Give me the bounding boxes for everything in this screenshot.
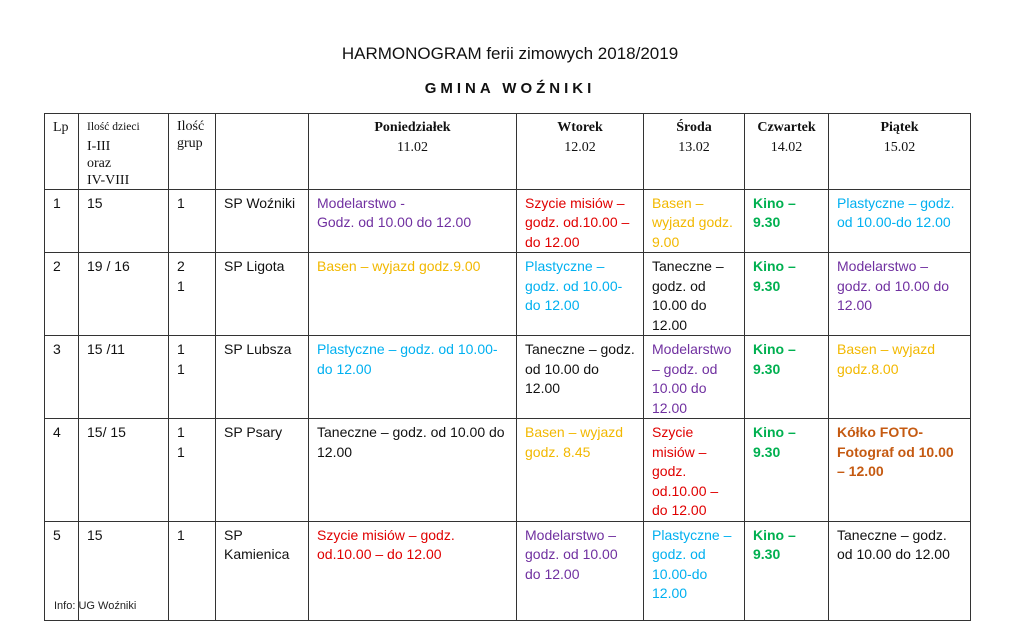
- table-header-row: [45, 114, 971, 190]
- header-day: [517, 114, 644, 190]
- row-school: SP Psary: [216, 419, 309, 522]
- header-day: [745, 114, 829, 190]
- header-children-line: I-III: [87, 138, 111, 154]
- activity-cell: Kino – 9.30: [745, 419, 829, 522]
- table-row: [45, 336, 971, 419]
- header-groups-count: [169, 114, 216, 190]
- row-lp: 3: [45, 336, 79, 419]
- schedule-table: [44, 113, 971, 621]
- document-subtitle: GMINA WOŹNIKI: [424, 80, 596, 97]
- day-date: 15.02: [883, 139, 916, 155]
- group-count-value: 2: [177, 258, 185, 274]
- day-date: 14.02: [770, 139, 803, 155]
- group-count-value: 1: [177, 443, 185, 460]
- header-groups-line: Ilość: [177, 119, 205, 134]
- activity-cell: Plastyczne – godz. od 10.00-do 12.00: [517, 253, 644, 336]
- activity-cell: Taneczne – godz. od 10.00 do 12.00: [829, 521, 971, 620]
- header-children-line: IV-VIII: [87, 172, 130, 188]
- header-groups-line: grup: [177, 136, 203, 151]
- header-children-count: [79, 114, 169, 190]
- footer-info: Info: UG Woźniki: [54, 600, 137, 612]
- day-name: Wtorek: [557, 120, 603, 135]
- day-name: Poniedziałek: [374, 120, 451, 135]
- activity-cell: Basen – wyjazd godz. 8.45: [517, 419, 644, 522]
- group-count-value: 1: [177, 526, 185, 543]
- row-lp: 2: [45, 253, 79, 336]
- row-school: SP Lubsza: [216, 336, 309, 419]
- header-day: [829, 114, 971, 190]
- row-school: SP Ligota: [216, 253, 309, 336]
- activity-cell: [309, 189, 517, 253]
- group-count-value: 1: [177, 277, 185, 294]
- group-count-value: 1: [177, 424, 185, 440]
- day-name: Czwartek: [757, 120, 816, 135]
- activity-cell: Basen – wyjazd godz.8.00: [829, 336, 971, 419]
- activity-cell: Szycie misiów – godz. od.10.00 – do 12.00: [644, 419, 745, 522]
- day-name: Piątek: [880, 120, 919, 135]
- row-groups-count: [169, 521, 216, 620]
- activity-cell: Taneczne – godz. od 10.00 do 12.00: [309, 419, 517, 522]
- activity-cell: Kino – 9.30: [745, 189, 829, 253]
- activity-cell: Plastyczne – godz. od 10.00-do 12.00: [309, 336, 517, 419]
- activity-cell: Plastyczne – godz. od 10.00-do 12.00: [829, 189, 971, 253]
- row-children-count: 19 / 16: [79, 253, 169, 336]
- row-children-count: 15: [79, 521, 169, 620]
- activity-cell: Kino – 9.30: [745, 336, 829, 419]
- activity-cell: Kino – 9.30: [745, 521, 829, 620]
- activity-cell: Kółko FOTO-Fotograf od 10.00 – 12.00: [829, 419, 971, 522]
- table-row: [45, 419, 971, 522]
- activity-line: Modelarstwo -: [317, 194, 405, 211]
- row-children-count: 15 /11: [79, 336, 169, 419]
- header-day: [644, 114, 745, 190]
- activity-cell: Modelarstwo – godz. od 10.00 do 12.00: [644, 336, 745, 419]
- row-lp: 1: [45, 189, 79, 253]
- row-school: SP Woźniki: [216, 189, 309, 253]
- day-date: 13.02: [678, 139, 710, 155]
- group-count-value: 1: [177, 360, 185, 377]
- activity-cell: Szycie misiów – godz. od.10.00 – do 12.00: [517, 189, 644, 253]
- document-title: HARMONOGRAM ferii zimowych 2018/2019: [341, 44, 679, 63]
- row-lp: 4: [45, 419, 79, 522]
- header-day: [309, 114, 517, 190]
- table-body: [45, 189, 971, 620]
- activity-cell: Modelarstwo – godz. od 10.00 do 12.00: [517, 521, 644, 620]
- header-school: [216, 114, 309, 190]
- activity-cell: Modelarstwo – godz. od 10.00 do 12.00: [829, 253, 971, 336]
- row-children-count: 15: [79, 189, 169, 253]
- day-date: 12.02: [564, 139, 596, 155]
- header-children-line: oraz: [87, 155, 112, 171]
- table-row: [45, 521, 971, 620]
- activity-line: Godz. od 10.00 do 12.00: [317, 214, 472, 230]
- group-count-value: 1: [177, 341, 185, 357]
- row-groups-count: [169, 253, 216, 336]
- activity-cell: Plastyczne – godz. od 10.00-do 12.00: [644, 521, 745, 620]
- row-groups-count: [169, 336, 216, 419]
- row-groups-count: [169, 189, 216, 253]
- activity-cell: Kino – 9.30: [745, 253, 829, 336]
- group-count-value: 1: [177, 194, 185, 211]
- activity-cell: Szycie misiów – godz. od.10.00 – do 12.00: [309, 521, 517, 620]
- activity-cell: Taneczne – godz. od 10.00 do 12.00: [644, 253, 745, 336]
- activity-cell: Basen – wyjazd godz. 9.00: [644, 189, 745, 253]
- header-children-line: Ilość dzieci: [87, 121, 140, 133]
- header-lp: Lp: [45, 114, 79, 190]
- row-groups-count: [169, 419, 216, 522]
- row-lp: 5: [45, 521, 79, 620]
- table-row: [45, 189, 971, 253]
- day-date: 11.02: [397, 139, 428, 155]
- row-school: SP Kamienica: [216, 521, 309, 620]
- row-children-count: 15/ 15: [79, 419, 169, 522]
- table-row: [45, 253, 971, 336]
- activity-cell: Basen – wyjazd godz.9.00: [309, 253, 517, 336]
- activity-cell: Taneczne – godz. od 10.00 do 12.00: [517, 336, 644, 419]
- day-name: Środa: [676, 120, 712, 135]
